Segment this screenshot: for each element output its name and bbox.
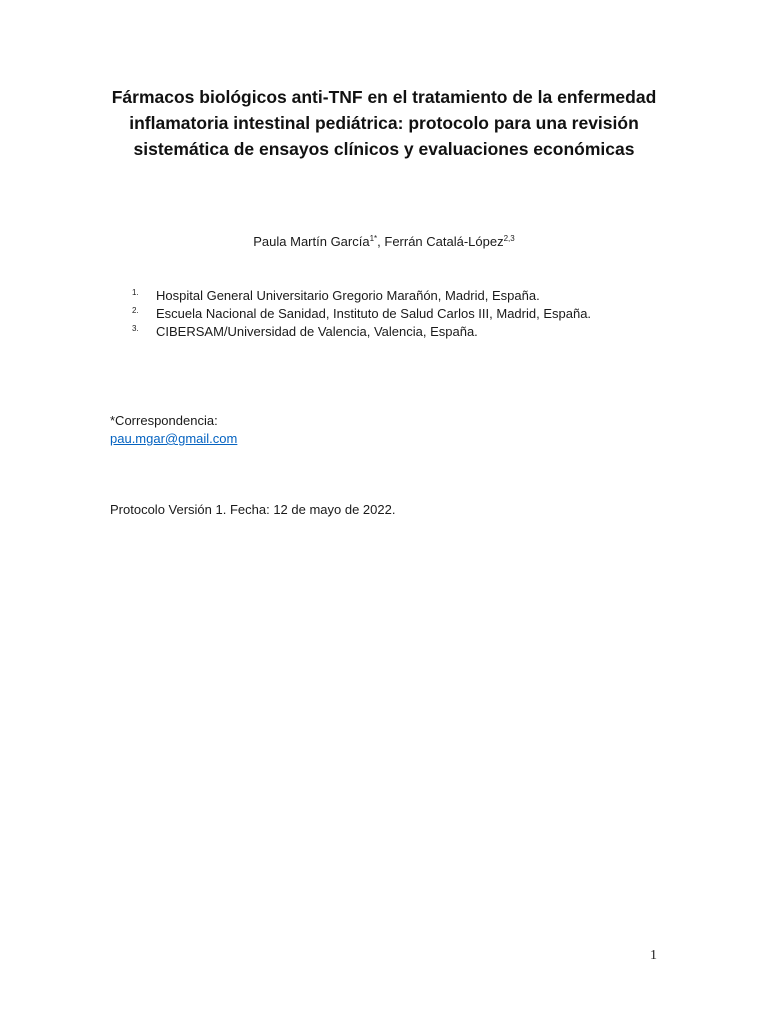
correspondence-label: *Correspondencia: [110, 413, 218, 428]
affiliation-item [132, 323, 591, 341]
affiliation-item [132, 305, 591, 323]
affiliation-item [132, 287, 591, 305]
author-affiliation-marker: 1* [369, 234, 378, 243]
author-name: Paula Martín García [253, 234, 370, 249]
author-list [0, 233, 768, 251]
affiliation-text: CIBERSAM/Universidad de Valencia, Valencia, España. [156, 324, 478, 339]
author-name: Ferrán Catalá-López [384, 234, 504, 249]
affiliation-number: 2. [132, 306, 139, 315]
affiliation-text: Escuela Nacional de Sanidad, Instituto de Salud Carlos III, Madrid, España. [156, 306, 592, 321]
document-title: Fármacos biológicos anti-TNF en el tratamiento de la enfermedad inflamatoria intestinal pediátrica: protocolo para una revisión sistemática de ensayos clínicos y evaluaciones económicas [111, 87, 657, 159]
affiliation-text: Hospital General Universitario Gregorio Marañón, Madrid, España. [156, 288, 540, 303]
affiliation-number: 3. [132, 324, 139, 333]
correspondence-email-link[interactable]: pau.mgar@gmail.com [110, 431, 238, 446]
correspondence-block [110, 412, 237, 448]
affiliation-list [132, 287, 591, 341]
page-number: 1 [650, 948, 657, 963]
author-separator: , [377, 234, 385, 249]
affiliation-number: 1. [132, 288, 139, 297]
protocol-version: Protocolo Versión 1. Fecha: 12 de mayo de 2022. [110, 502, 396, 517]
author-affiliation-marker: 2,3 [503, 234, 515, 243]
